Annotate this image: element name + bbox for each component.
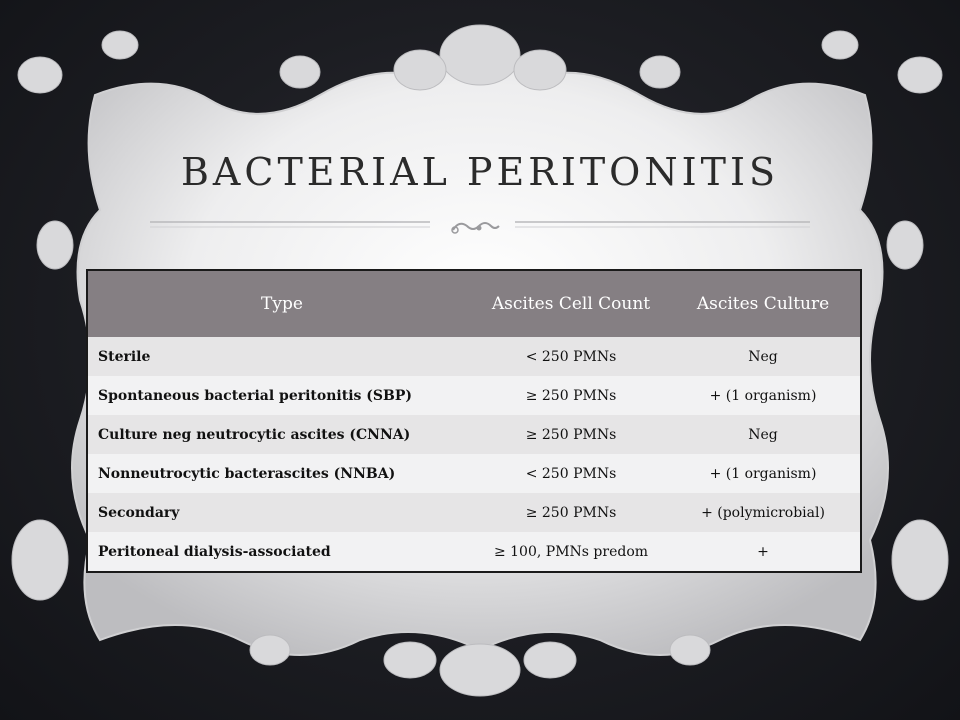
slide-title: BACTERIAL PERITONITIS xyxy=(181,150,779,194)
type-cell: Spontaneous bacterial peritonitis (SBP) xyxy=(88,376,476,415)
table-row xyxy=(88,337,860,376)
culture-cell: Neg xyxy=(666,337,860,376)
header-type: Type xyxy=(88,271,476,337)
cell-count-cell: ≥ 250 PMNs xyxy=(476,376,666,415)
table-header-row xyxy=(88,271,860,337)
table-row xyxy=(88,415,860,454)
header-cell-count: Ascites Cell Count xyxy=(476,271,666,337)
flourish-divider-icon xyxy=(445,216,505,240)
peritonitis-table xyxy=(88,271,860,571)
cell-count-cell: < 250 PMNs xyxy=(476,454,666,493)
culture-cell: + (1 organism) xyxy=(666,454,860,493)
cell-count-cell: ≥ 250 PMNs xyxy=(476,415,666,454)
culture-cell: + xyxy=(666,532,860,571)
type-cell: Nonneutrocytic bacterascites (NNBA) xyxy=(88,454,476,493)
type-cell: Culture neg neutrocytic ascites (CNNA) xyxy=(88,415,476,454)
type-cell: Peritoneal dialysis-associated xyxy=(88,532,476,571)
type-cell: Secondary xyxy=(88,493,476,532)
type-cell: Sterile xyxy=(88,337,476,376)
culture-cell: + (1 organism) xyxy=(666,376,860,415)
cell-count-cell: ≥ 250 PMNs xyxy=(476,493,666,532)
table-row xyxy=(88,493,860,532)
culture-cell: + (polymicrobial) xyxy=(666,493,860,532)
header-culture: Ascites Culture xyxy=(666,271,860,337)
cell-count-cell: < 250 PMNs xyxy=(476,337,666,376)
culture-cell: Neg xyxy=(666,415,860,454)
cell-count-cell: ≥ 100, PMNs predom xyxy=(476,532,666,571)
table-row xyxy=(88,376,860,415)
table-row xyxy=(88,532,860,571)
table-row xyxy=(88,454,860,493)
